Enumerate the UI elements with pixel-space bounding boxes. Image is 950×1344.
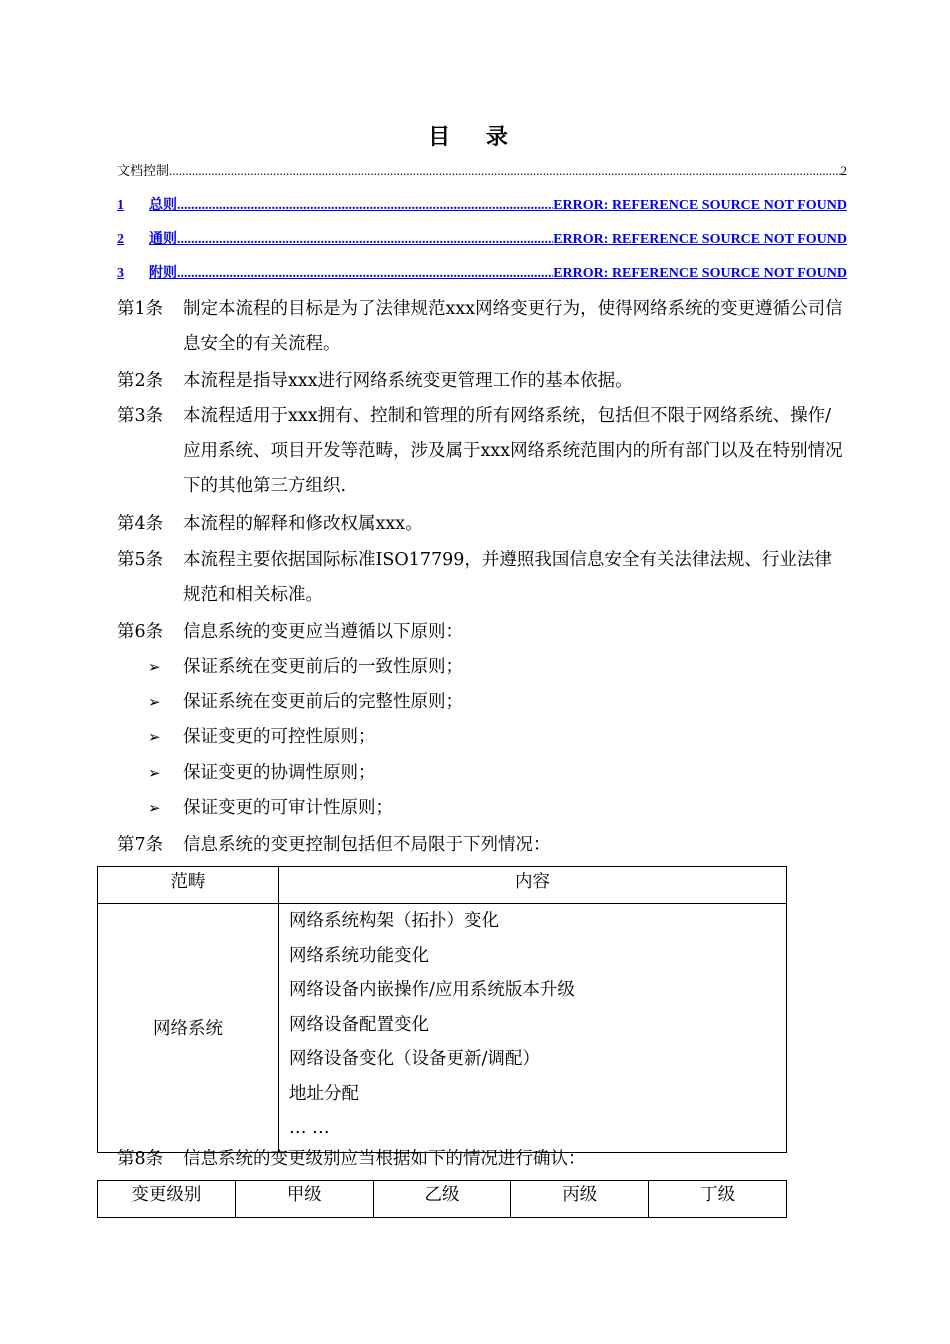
content-item: 地址分配 — [289, 1083, 359, 1104]
table-header-cell: 范畴 — [98, 867, 279, 904]
arrowhead-bullet-icon: ➢ — [148, 658, 161, 676]
change-level-table — [97, 1180, 787, 1218]
table-header-cell: 丁级 — [649, 1181, 787, 1218]
content-cell — [279, 904, 787, 1153]
article-label: 第6条 — [117, 622, 164, 642]
table-header-cell: 变更级别 — [98, 1181, 236, 1218]
content-item: 网络设备配置变化 — [289, 1014, 429, 1035]
toc-entry-number: 3 — [117, 266, 124, 281]
content-item: 网络系统构架（拓扑）变化 — [289, 911, 499, 931]
toc-leader — [169, 163, 840, 179]
toc-link-general-provisions[interactable] — [117, 194, 847, 214]
change-scope-table — [97, 866, 787, 1153]
principle-item — [148, 720, 838, 755]
table-header-row — [98, 1181, 787, 1218]
toc-entry-label: 总则 — [149, 198, 177, 213]
content-item: 网络系统功能变化 — [289, 945, 429, 966]
toc-leader — [177, 266, 553, 282]
article-text: 本流程的解释和修改权属xxx。 — [183, 514, 423, 534]
table-header-row — [98, 867, 787, 904]
article-label: 第3条 — [117, 406, 164, 426]
category-cell: 网络系统 — [98, 904, 279, 1153]
article-3 — [117, 399, 847, 504]
principle-text: 保证系统在变更前后的完整性原则； — [183, 692, 463, 712]
principle-text: 保证变更的协调性原则； — [183, 763, 376, 783]
principle-text: 保证系统在变更前后的一致性原则； — [183, 657, 463, 677]
principle-item — [148, 685, 838, 720]
article-text: 信息系统的变更级别应当根据如下的情况进行确认： — [183, 1149, 586, 1169]
arrowhead-bullet-icon: ➢ — [148, 728, 161, 746]
content-item: 网络设备内嵌操作/应用系统版本升级 — [289, 980, 575, 1000]
arrowhead-bullet-icon: ➢ — [148, 799, 161, 817]
toc-entry-page: ERROR: REFERENCE SOURCE NOT FOUND — [553, 266, 847, 281]
arrowhead-bullet-icon: ➢ — [148, 764, 161, 782]
article-label: 第5条 — [117, 550, 164, 570]
toc-entry-page: ERROR: REFERENCE SOURCE NOT FOUND — [553, 198, 847, 213]
table-header-cell: 乙级 — [373, 1181, 511, 1218]
toc-entry-page: ERROR: REFERENCE SOURCE NOT FOUND — [553, 232, 847, 247]
article-1 — [117, 292, 847, 362]
content-item: 网络设备变化（设备更新/调配） — [289, 1049, 540, 1069]
article-label: 第2条 — [117, 371, 164, 391]
table-header-cell: 甲级 — [235, 1181, 373, 1218]
toc-title: 目 录 — [428, 124, 522, 150]
article-7 — [117, 828, 847, 863]
principle-item — [148, 650, 838, 685]
article-label: 第1条 — [117, 299, 164, 319]
table-header-cell: 丙级 — [511, 1181, 649, 1218]
toc-entry-label: 通则 — [149, 232, 177, 247]
article-text: 本流程是指导xxx进行网络系统变更管理工作的基本依据。 — [183, 371, 633, 391]
toc-entry-label: 文档控制 — [117, 163, 170, 178]
toc-link-supplementary[interactable] — [117, 262, 847, 282]
toc-leader — [177, 198, 553, 214]
article-4 — [117, 507, 847, 542]
toc-entry-document-control[interactable] — [117, 160, 847, 179]
article-label: 第7条 — [117, 835, 164, 855]
toc-link-common-rules[interactable] — [117, 228, 847, 248]
toc-entry-page: 2 — [840, 163, 847, 178]
toc-entry-number: 2 — [117, 232, 124, 247]
principle-text: 保证变更的可审计性原则； — [183, 798, 393, 818]
principle-text: 保证变更的可控性原则； — [183, 727, 376, 747]
arrowhead-bullet-icon: ➢ — [148, 693, 161, 711]
toc-entry-number: 1 — [117, 198, 124, 213]
principle-item — [148, 791, 838, 826]
article-text: 信息系统的变更控制包括但不局限于下列情况： — [183, 835, 551, 855]
article-text: 制定本流程的目标是为了法律规范xxx网络变更行为，使得网络系统的变更遵循公司信息安全的有关流程。 — [183, 299, 843, 354]
article-5 — [117, 543, 847, 613]
toc-entry-label: 附则 — [149, 266, 177, 281]
table-header-cell: 内容 — [279, 867, 787, 904]
article-label: 第8条 — [117, 1149, 164, 1169]
article-2 — [117, 364, 847, 399]
content-item: … … — [289, 1118, 330, 1138]
principle-item — [148, 756, 838, 791]
article-label: 第4条 — [117, 514, 164, 534]
toc-leader — [177, 232, 553, 248]
article-6 — [117, 615, 847, 650]
article-8 — [117, 1142, 847, 1177]
article-text: 信息系统的变更应当遵循以下原则： — [183, 622, 463, 642]
article-text: 本流程主要依据国际标准ISO17799，并遵照我国信息安全有关法律法规、行业法律规范和相关标准。 — [183, 550, 832, 605]
table-row — [98, 904, 787, 1153]
article-text: 本流程适用于xxx拥有、控制和管理的所有网络系统，包括但不限于网络系统、操作/应用系统、项目开发等范畴，涉及属于xxx网络系统范围内的所有部门以及在特别情况下的其他第三方组织. — [183, 406, 843, 496]
